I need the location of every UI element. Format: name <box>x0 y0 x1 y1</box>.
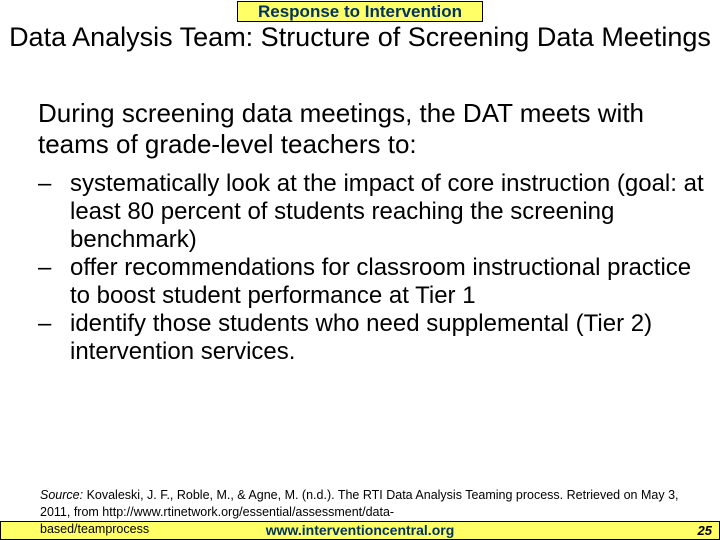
bullet-item <box>38 310 708 366</box>
bullet-item <box>38 254 708 310</box>
source-citation <box>40 487 700 521</box>
bullet-item <box>38 170 708 254</box>
bullet-text: offer recommendations for classroom instructional practice to boost student performance at Tier 1 <box>70 254 692 309</box>
dash-marker: – <box>38 170 52 197</box>
footer-citation-continued: based/teamprocess <box>40 522 150 536</box>
source-label: Source: <box>40 488 84 502</box>
bullet-text: systematically look at the impact of core instruction (goal: at least 80 percent of students reaching the screening benchmark) <box>70 170 704 253</box>
bullet-text: identify those students who need supplemental (Tier 2) intervention services. <box>70 310 653 365</box>
top-banner <box>237 1 483 22</box>
page-number: 25 <box>697 523 712 538</box>
slide-title: Data Analysis Team: Structure of Screening Data Meetings <box>9 22 711 52</box>
dash-marker: – <box>38 254 52 281</box>
bullet-list <box>38 170 708 366</box>
dash-marker: – <box>38 310 52 337</box>
lead-text: During screening data meetings, the DAT meets with teams of grade-level teachers to: <box>38 98 644 159</box>
banner-text: Response to Intervention <box>257 1 463 21</box>
footer-website: www.interventioncentral.org <box>265 522 455 538</box>
source-text: Kovaleski, J. F., Roble, M., & Agne, M. (n.d.). The RTI Data Analysis Teaming process. Retrieved on May 3, 2011, from http://www.rtinetwork.org/essential/assessment/data- <box>40 488 679 519</box>
